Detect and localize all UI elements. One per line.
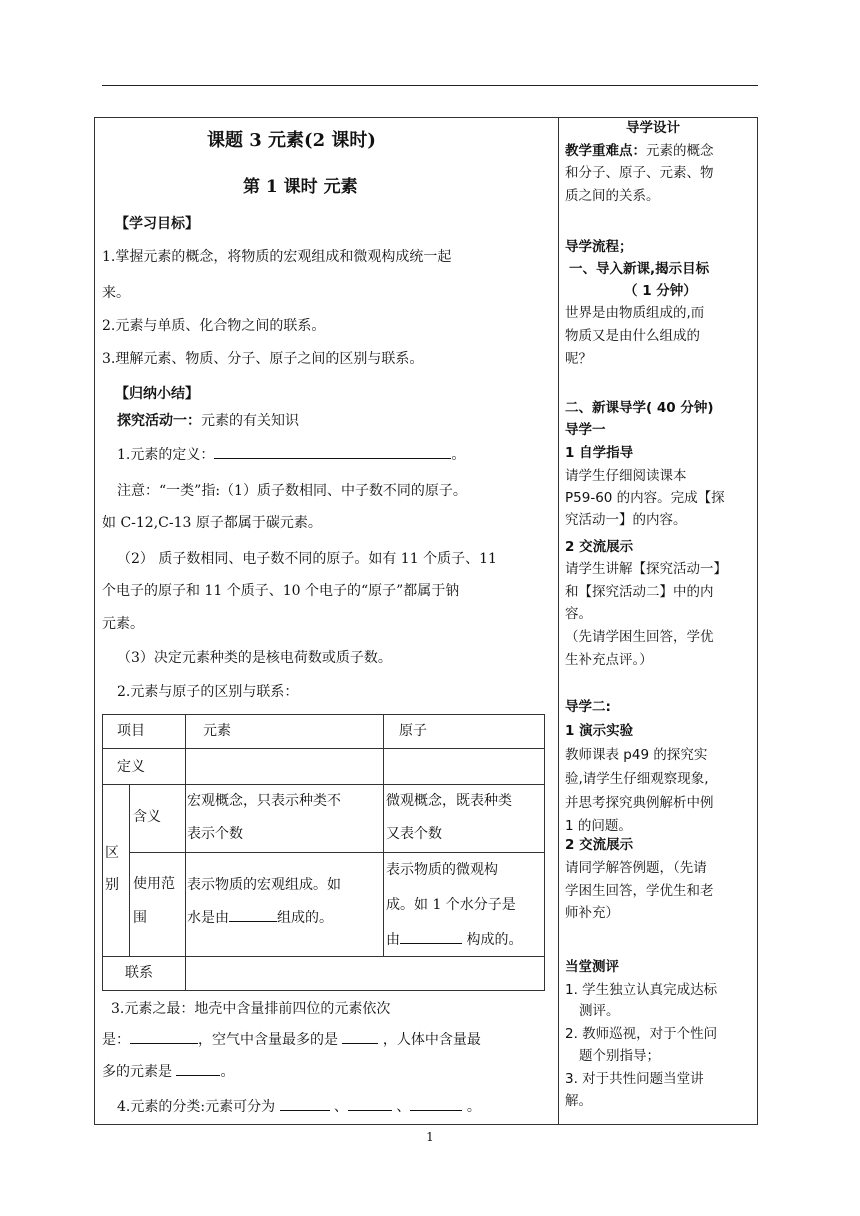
item-2: 2.元素与原子的区别与联系： (117, 684, 299, 700)
exchange-1-line-2: 和【探究活动二】中的内 (565, 584, 714, 600)
goals-heading: 【学习目标】 (115, 216, 199, 232)
header-atom: 原子 (399, 723, 427, 739)
note-line-2: 如 C-12,C-13 原子都属于碳元素。 (102, 515, 322, 531)
key-points-2: 和分子、原子、元素、物 (565, 165, 714, 181)
activity-1 (117, 411, 299, 431)
scope-atom-2: 成。如 1 个水分子是 (386, 897, 516, 913)
exchange-1-heading: 2 交流展示 (565, 539, 634, 555)
scope-element-2: 水是由 组成的。 (187, 907, 333, 929)
step-1-heading: 一、导入新课,揭示目标 (569, 261, 710, 277)
definition-line (117, 444, 465, 465)
lesson-subtitle: 第 1 课时 元素 (243, 177, 358, 197)
exchange-2-line-3: 师补充） (565, 905, 619, 921)
header-rule (102, 85, 758, 86)
exchange-1-line-4: （先请学困生回答，学优 (565, 629, 714, 645)
meaning-atom-2: 又表个数 (386, 826, 442, 842)
row-difference-2: 别 (105, 877, 119, 893)
demo-line-4: 1 的问题。 (565, 818, 632, 834)
header-element: 元素 (203, 723, 231, 739)
header-item: 项目 (117, 723, 145, 739)
demo-line-1: 教师课表 p49 的探究实 (565, 747, 708, 763)
key-points-3: 质之间的关系。 (565, 188, 660, 204)
meaning-element-1: 宏观概念，只表示种类不 (187, 793, 341, 809)
category-blank-2 (348, 1096, 392, 1111)
summary-heading: 【归纳小结】 (115, 386, 199, 402)
note2-line-1: （2） 质子数相同、电子数不同的原子。如有 11 个质子、11 (117, 551, 497, 567)
category-blank-3 (410, 1096, 462, 1111)
test-2a: 2. 教师巡视，对于个性问 (565, 1026, 718, 1042)
test-1a: 1. 学生独立认真完成达标 (565, 982, 718, 998)
activity-1-text: 元素的有关知识 (201, 413, 299, 429)
row-scope-2: 围 (133, 910, 147, 926)
row-difference-1: 区 (105, 845, 119, 861)
intro-line-3: 呢？ (565, 351, 592, 367)
goal-2: 2.元素与单质、化合物之间的联系。 (102, 318, 326, 334)
page-number: 1 (426, 1130, 434, 1144)
self-study-2: P59-60 的内容。完成【探 (565, 490, 725, 506)
air-element-blank (342, 1029, 378, 1044)
demo-line-2: 验,请学生仔细观察现象, (565, 771, 709, 787)
row-meaning: 含义 (133, 809, 161, 825)
activity-1-label: 探究活动一： (117, 413, 201, 429)
intro-line-2: 物质又是由什么组成的 (565, 328, 700, 344)
category-blank-1 (280, 1096, 330, 1111)
intro-line-1: 世界是由物质组成的,而 (565, 305, 705, 321)
row-relation: 联系 (125, 965, 153, 981)
note-3: （3）决定元素种类的是核电荷数或质子数。 (117, 650, 392, 666)
exchange-1-line-1: 请学生讲解【探究活动一】 (565, 561, 727, 577)
test-3b: 解。 (565, 1093, 592, 1109)
water-molecule-blank (400, 929, 462, 944)
scope-atom-1: 表示物质的微观构 (386, 862, 498, 878)
note-line-1: 注意：“一类”指:（1）质子数相同、中子数不同的原子。 (117, 483, 467, 499)
definition-label: 1.元素的定义： (117, 447, 215, 463)
scope-element-1: 表示物质的宏观组成。如 (187, 877, 341, 893)
item-3-line-2: 是： ，空气中含量最多的是 ，人体中含量最 (102, 1029, 481, 1050)
guide-heading: 导学设计 (626, 120, 680, 136)
body-element-blank (176, 1061, 220, 1076)
column-divider (558, 118, 559, 1124)
step-1-time: （ 1 分钟） (624, 283, 697, 299)
note2-line-2: 个电子的原子和 11 个质子、10 个电子的“原子”都属于钠 (102, 583, 460, 599)
exchange-2-line-1: 请同学解答例题，（先请 (565, 860, 707, 876)
goal-1-line-2: 来。 (102, 285, 130, 301)
guide-2-heading: 导学二: (565, 699, 611, 715)
meaning-atom-1: 微观概念，既表种类 (386, 793, 512, 809)
lesson-title: 课题 3 元素(2 课时) (207, 130, 376, 151)
exchange-2-line-2: 学困生回答，学优生和老 (565, 883, 714, 899)
definition-period: 。 (451, 447, 466, 463)
key-points: 教学重难点：元素的概念 (565, 143, 714, 159)
exchange-1-line-5: 生补充点评。） (565, 652, 653, 668)
item-3-line-1: 3.元素之最：地壳中含量排前四位的元素依次 (111, 1001, 391, 1017)
crust-elements-blank (130, 1029, 198, 1044)
goal-3: 3.理解元素、物质、分子、原子之间的区别与联系。 (102, 351, 424, 367)
row-definition: 定义 (117, 759, 145, 775)
step-2-heading: 二、新课导学( 40 分钟) (565, 400, 714, 416)
test-3a: 3. 对于共性问题当堂讲 (565, 1071, 704, 1087)
self-study-3: 究活动一】的内容。 (565, 512, 687, 528)
goal-1-line-1: 1.掌握元素的概念，将物质的宏观组成和微观构成统一起 (102, 249, 452, 265)
demo-heading: 1 演示实验 (565, 723, 634, 739)
definition-blank (214, 444, 451, 459)
water-composition-blank (229, 907, 277, 922)
item-3-line-3: 多的元素是 。 (102, 1061, 234, 1082)
flow-heading: 导学流程； (565, 239, 633, 255)
exchange-2-heading: 2 交流展示 (565, 837, 634, 853)
meaning-element-2: 表示个数 (187, 826, 243, 842)
element-atom-table (102, 714, 545, 991)
test-2b: 题个别指导； (579, 1048, 660, 1064)
test-1b: 测评。 (579, 1003, 620, 1019)
note2-line-3: 元素。 (102, 616, 144, 632)
lesson-plan-table (94, 117, 758, 1125)
scope-atom-3: 由 构成的。 (386, 929, 522, 951)
row-scope-1: 使用范 (133, 876, 175, 892)
self-study-1: 请学生仔细阅读课本 (565, 468, 687, 484)
item-4: 4.元素的分类:元素可分为 、 、 。 (117, 1096, 481, 1117)
exchange-1-line-3: 容。 (565, 606, 592, 622)
guide-1-heading: 导学一 (565, 422, 606, 438)
test-heading: 当堂测评 (565, 959, 619, 975)
demo-line-3: 并思考探究典例解析中例 (565, 795, 714, 811)
self-study-heading: 1 自学指导 (565, 445, 634, 461)
